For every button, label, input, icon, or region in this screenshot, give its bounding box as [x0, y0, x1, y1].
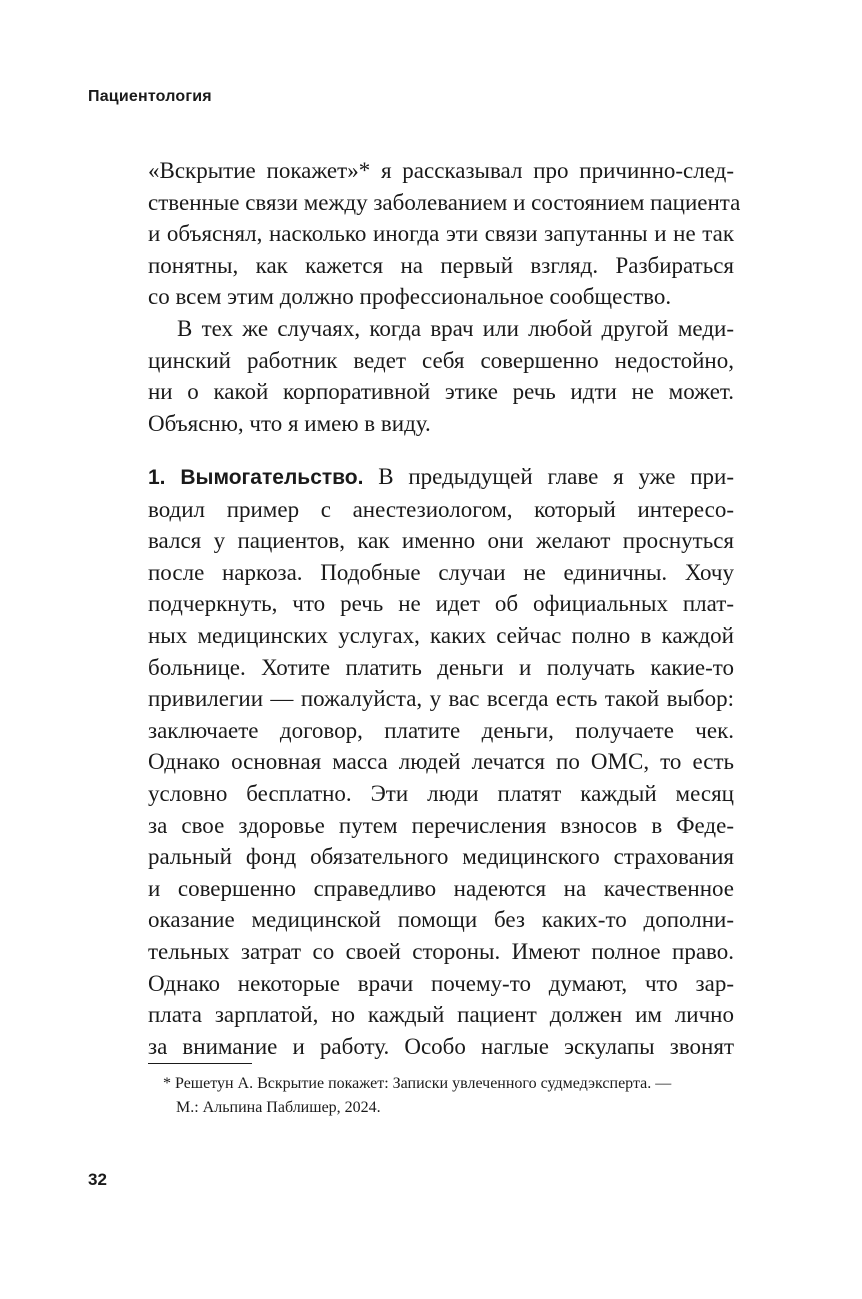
running-head-title: Пациентология — [88, 88, 212, 105]
paragraph-1 — [148, 155, 741, 313]
paragraph-2 — [148, 313, 734, 439]
text-line: ных медицинских услугах, каких сейчас полно в каждой — [148, 622, 734, 648]
text-line: тельных затрат со своей стороны. Имеют полное право. — [148, 938, 734, 964]
text-line: Объясню, что я имею в виду. — [148, 410, 431, 436]
text-line: Однако некоторые врачи почему-то думают, что зар- — [148, 970, 734, 996]
text-line: «Вскрытие покажет»* я рассказывал про причинно-след- — [148, 158, 734, 183]
text-line: водил пример с анестезиологом, который интересо- — [148, 496, 734, 522]
text-line: и совершенно справедливо надеются на качественное — [148, 875, 734, 901]
page-number: 32 — [88, 1170, 107, 1189]
footnote — [163, 1072, 738, 1120]
text-line: подчеркнуть, что речь не идет об официальных плат- — [148, 591, 734, 617]
section-lead-heading: 1. Вымогательство. — [148, 466, 364, 489]
text-line: условно бесплатно. Эти люди платят каждый месяц — [148, 780, 734, 806]
text-line: привилегии — пожалуйста, у вас всегда есть такой выбор: — [148, 686, 734, 712]
footnote-line: * Решетун А. Вскрытие покажет: Записки увлеченного судмедэксперта. — — [163, 1075, 672, 1092]
text-line: оказание медицинской помощи без каких-то дополни- — [148, 907, 734, 933]
text-line: заключаете договор, платите деньги, получаете чек. — [148, 717, 734, 743]
text-line: вался у пациентов, как именно они желают проснуться — [148, 528, 734, 554]
text-line: и объяснял, насколько иногда эти связи запутанны и не так — [148, 221, 734, 247]
text-line: плата зарплатой, но каждый пациент должен им лично — [148, 1002, 734, 1028]
text-line: Однако основная масса людей лечатся по ОМС, то есть — [148, 749, 734, 775]
text-line: за внимание и работу. Особо наглые эскулапы звонят — [148, 1033, 734, 1059]
text-line: ральный фонд обязательного медицинского страхования — [148, 844, 734, 870]
text-line: понятны, как кажется на первый взгляд. Разбираться — [148, 252, 734, 278]
footnote-divider — [148, 1063, 252, 1064]
text-line: со всем этим должно профессиональное сообщество. — [148, 284, 672, 310]
text-line: цинский работник ведет себя совершенно недостойно, — [148, 347, 734, 373]
text-line: В тех же случаях, когда врач или любой другой меди- — [177, 316, 734, 341]
text-line: ственные связи между заболеванием и состоянием пациента — [148, 189, 741, 215]
section-extortion — [148, 461, 734, 1062]
text-line-rest: В предыдущей главе я уже при- — [363, 464, 735, 489]
text-line: больнице. Хотите платить деньги и получать какие-то — [148, 654, 734, 680]
footnote-line: М.: Альпина Паблишер, 2024. — [176, 1099, 381, 1116]
text-line: за свое здоровье путем перечисления взносов в Феде- — [148, 812, 734, 838]
text-line: ни о какой корпоративной этике речь идти не может. — [148, 379, 734, 405]
text-line — [148, 461, 734, 494]
text-line: после наркоза. Подобные случаи не единичны. Хочу — [148, 559, 734, 585]
